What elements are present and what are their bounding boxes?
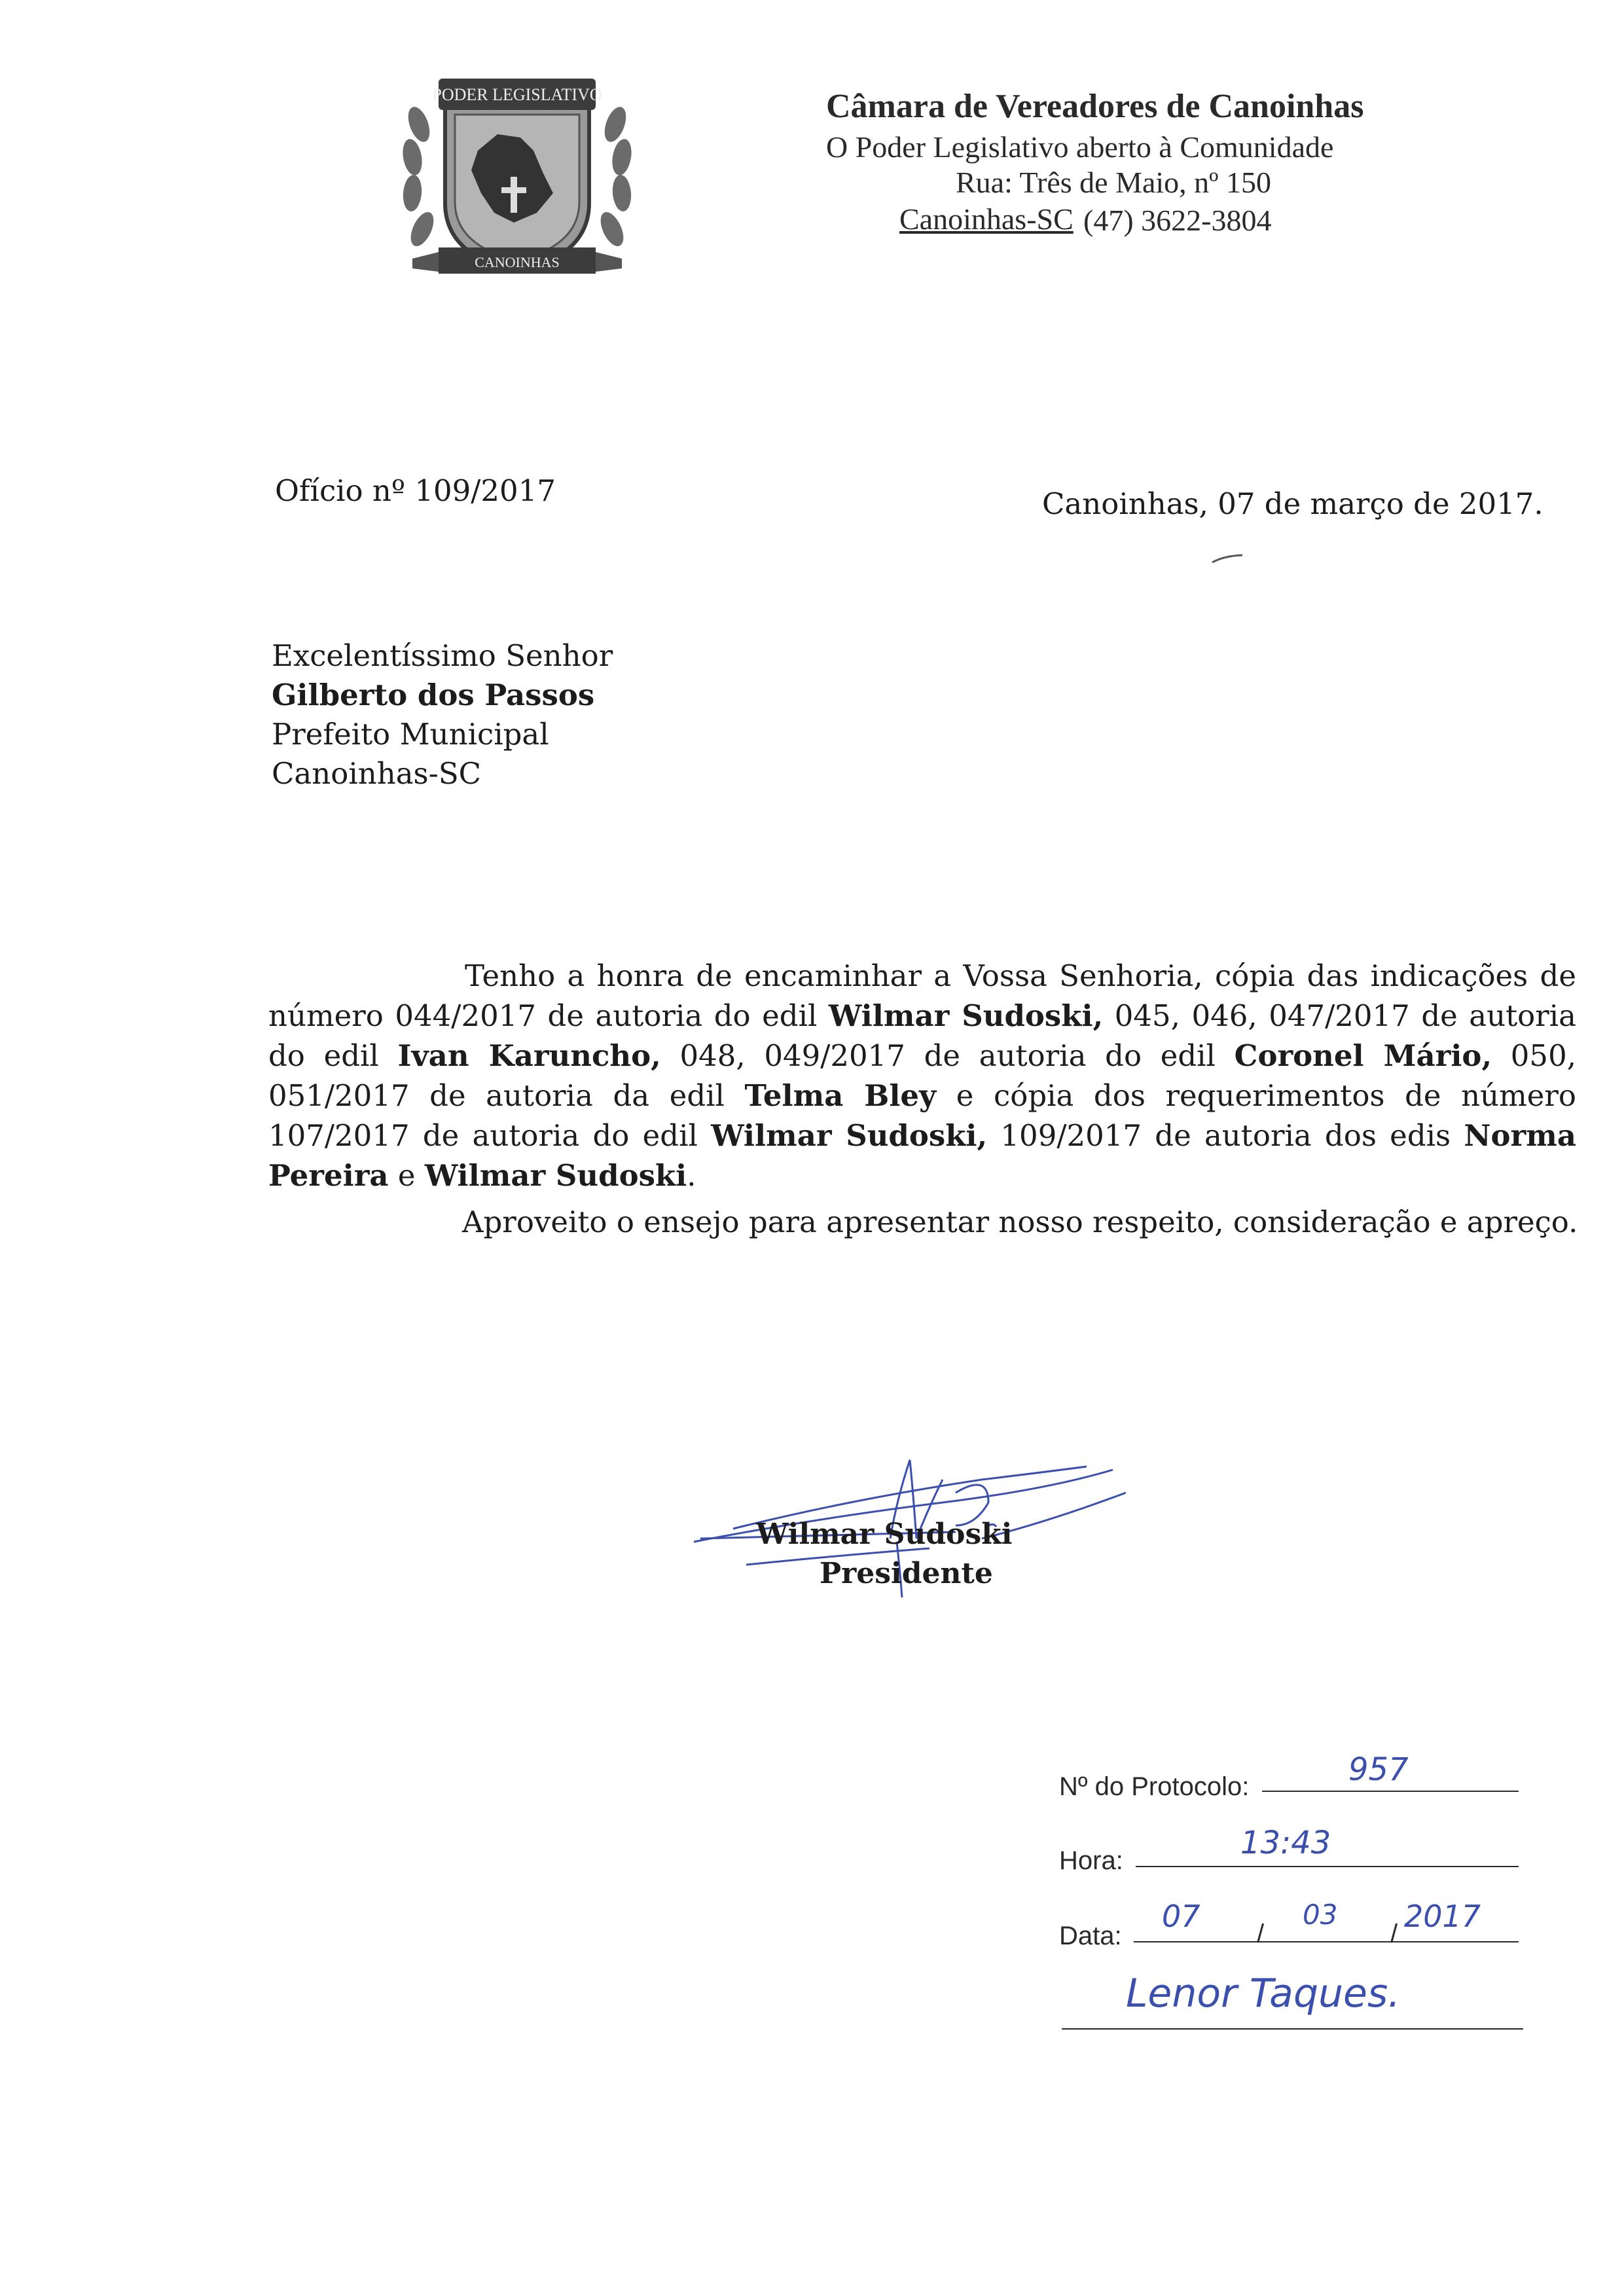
councilor-name: Telma Bley (744, 1078, 937, 1113)
protocol-receiver-name: Lenor Taques. (1126, 1971, 1401, 2016)
seal-text-top: PODER LEGISLATIVO (432, 85, 602, 104)
letterhead-title: Câmara de Vereadores de Canoinhas (826, 88, 1364, 125)
councilor-name: Wilmar Sudoski, (711, 1118, 988, 1153)
body-text-5: e cópia dos requerimentos de número 107/2017 de autoria do edil (268, 1078, 1577, 1153)
councilor-name: Ivan Karuncho, (397, 1038, 661, 1073)
protocol-number-line (1262, 1791, 1519, 1792)
protocol-date-line (1134, 1941, 1519, 1942)
recipient-role: Prefeito Municipal (272, 717, 549, 752)
protocol-date-separator: / (1390, 1920, 1398, 1948)
body-text-6: 109/2017 de autoria dos edis (987, 1118, 1464, 1153)
chamber-seal-logo (399, 72, 635, 288)
letterhead-phone: (47) 3622-3804 (1083, 204, 1272, 237)
closing-sentence: Aproveito o ensejo para apresentar nosso respeito, consideração e apreço. (462, 1205, 1578, 1239)
protocol-date-month: 03 (1303, 1899, 1338, 1931)
document-date: Canoinhas, 07 de março de 2017. (1042, 486, 1543, 521)
letterhead-address: Rua: Três de Maio, nº 150 (956, 166, 1271, 199)
protocol-date-label: Data: (1059, 1922, 1122, 1950)
body-text-7: e (388, 1158, 425, 1193)
signatory-role: Presidente (820, 1557, 993, 1590)
body-paragraph (268, 956, 1576, 1195)
signatory-name: Wilmar Sudoski (756, 1518, 1013, 1551)
body-text-3: 048, 049/2017 de autoria do edil (660, 1038, 1235, 1073)
pen-mark (1211, 553, 1244, 564)
protocol-receiver-line (1062, 2028, 1523, 2030)
document-reference: Ofício nº 109/2017 (275, 473, 556, 508)
protocol-date-separator: / (1257, 1920, 1265, 1948)
body-text-2: 045, 046, 047/2017 de autoria do edil (268, 998, 1577, 1073)
protocol-number-value: 957 (1348, 1751, 1409, 1788)
protocol-time-line (1136, 1866, 1519, 1867)
body-text-1: Tenho a honra de encaminhar a Vossa Senhoria, cópia das indicações de número 044/2017 de autoria do edil (268, 958, 1576, 1033)
body-text-4: 050, 051/2017 de autoria da edil (268, 1038, 1576, 1113)
protocol-date-year: 2017 (1404, 1899, 1481, 1934)
protocol-time-label: Hora: (1059, 1846, 1123, 1875)
body-text-8: . (687, 1158, 696, 1193)
recipient-name: Gilberto dos Passos (272, 678, 595, 712)
protocol-date-day: 07 (1162, 1899, 1200, 1934)
councilor-name: Wilmar Sudoski (424, 1158, 687, 1193)
recipient-salutation: Excelentíssimo Senhor (272, 638, 613, 673)
seal-text-bottom: CANOINHAS (475, 254, 560, 270)
protocol-number-label: Nº do Protocolo: (1059, 1772, 1250, 1801)
letterhead-subtitle: O Poder Legislativo aberto à Comunidade (826, 130, 1334, 164)
protocol-time-value: 13:43 (1240, 1825, 1331, 1861)
councilor-name: Coronel Mário, (1234, 1038, 1492, 1073)
councilor-name: Norma Pereira (268, 1118, 1577, 1193)
letterhead-city: Canoinhas-SC (899, 202, 1074, 236)
councilor-name: Wilmar Sudoski, (828, 998, 1104, 1033)
recipient-city: Canoinhas-SC (272, 756, 482, 791)
